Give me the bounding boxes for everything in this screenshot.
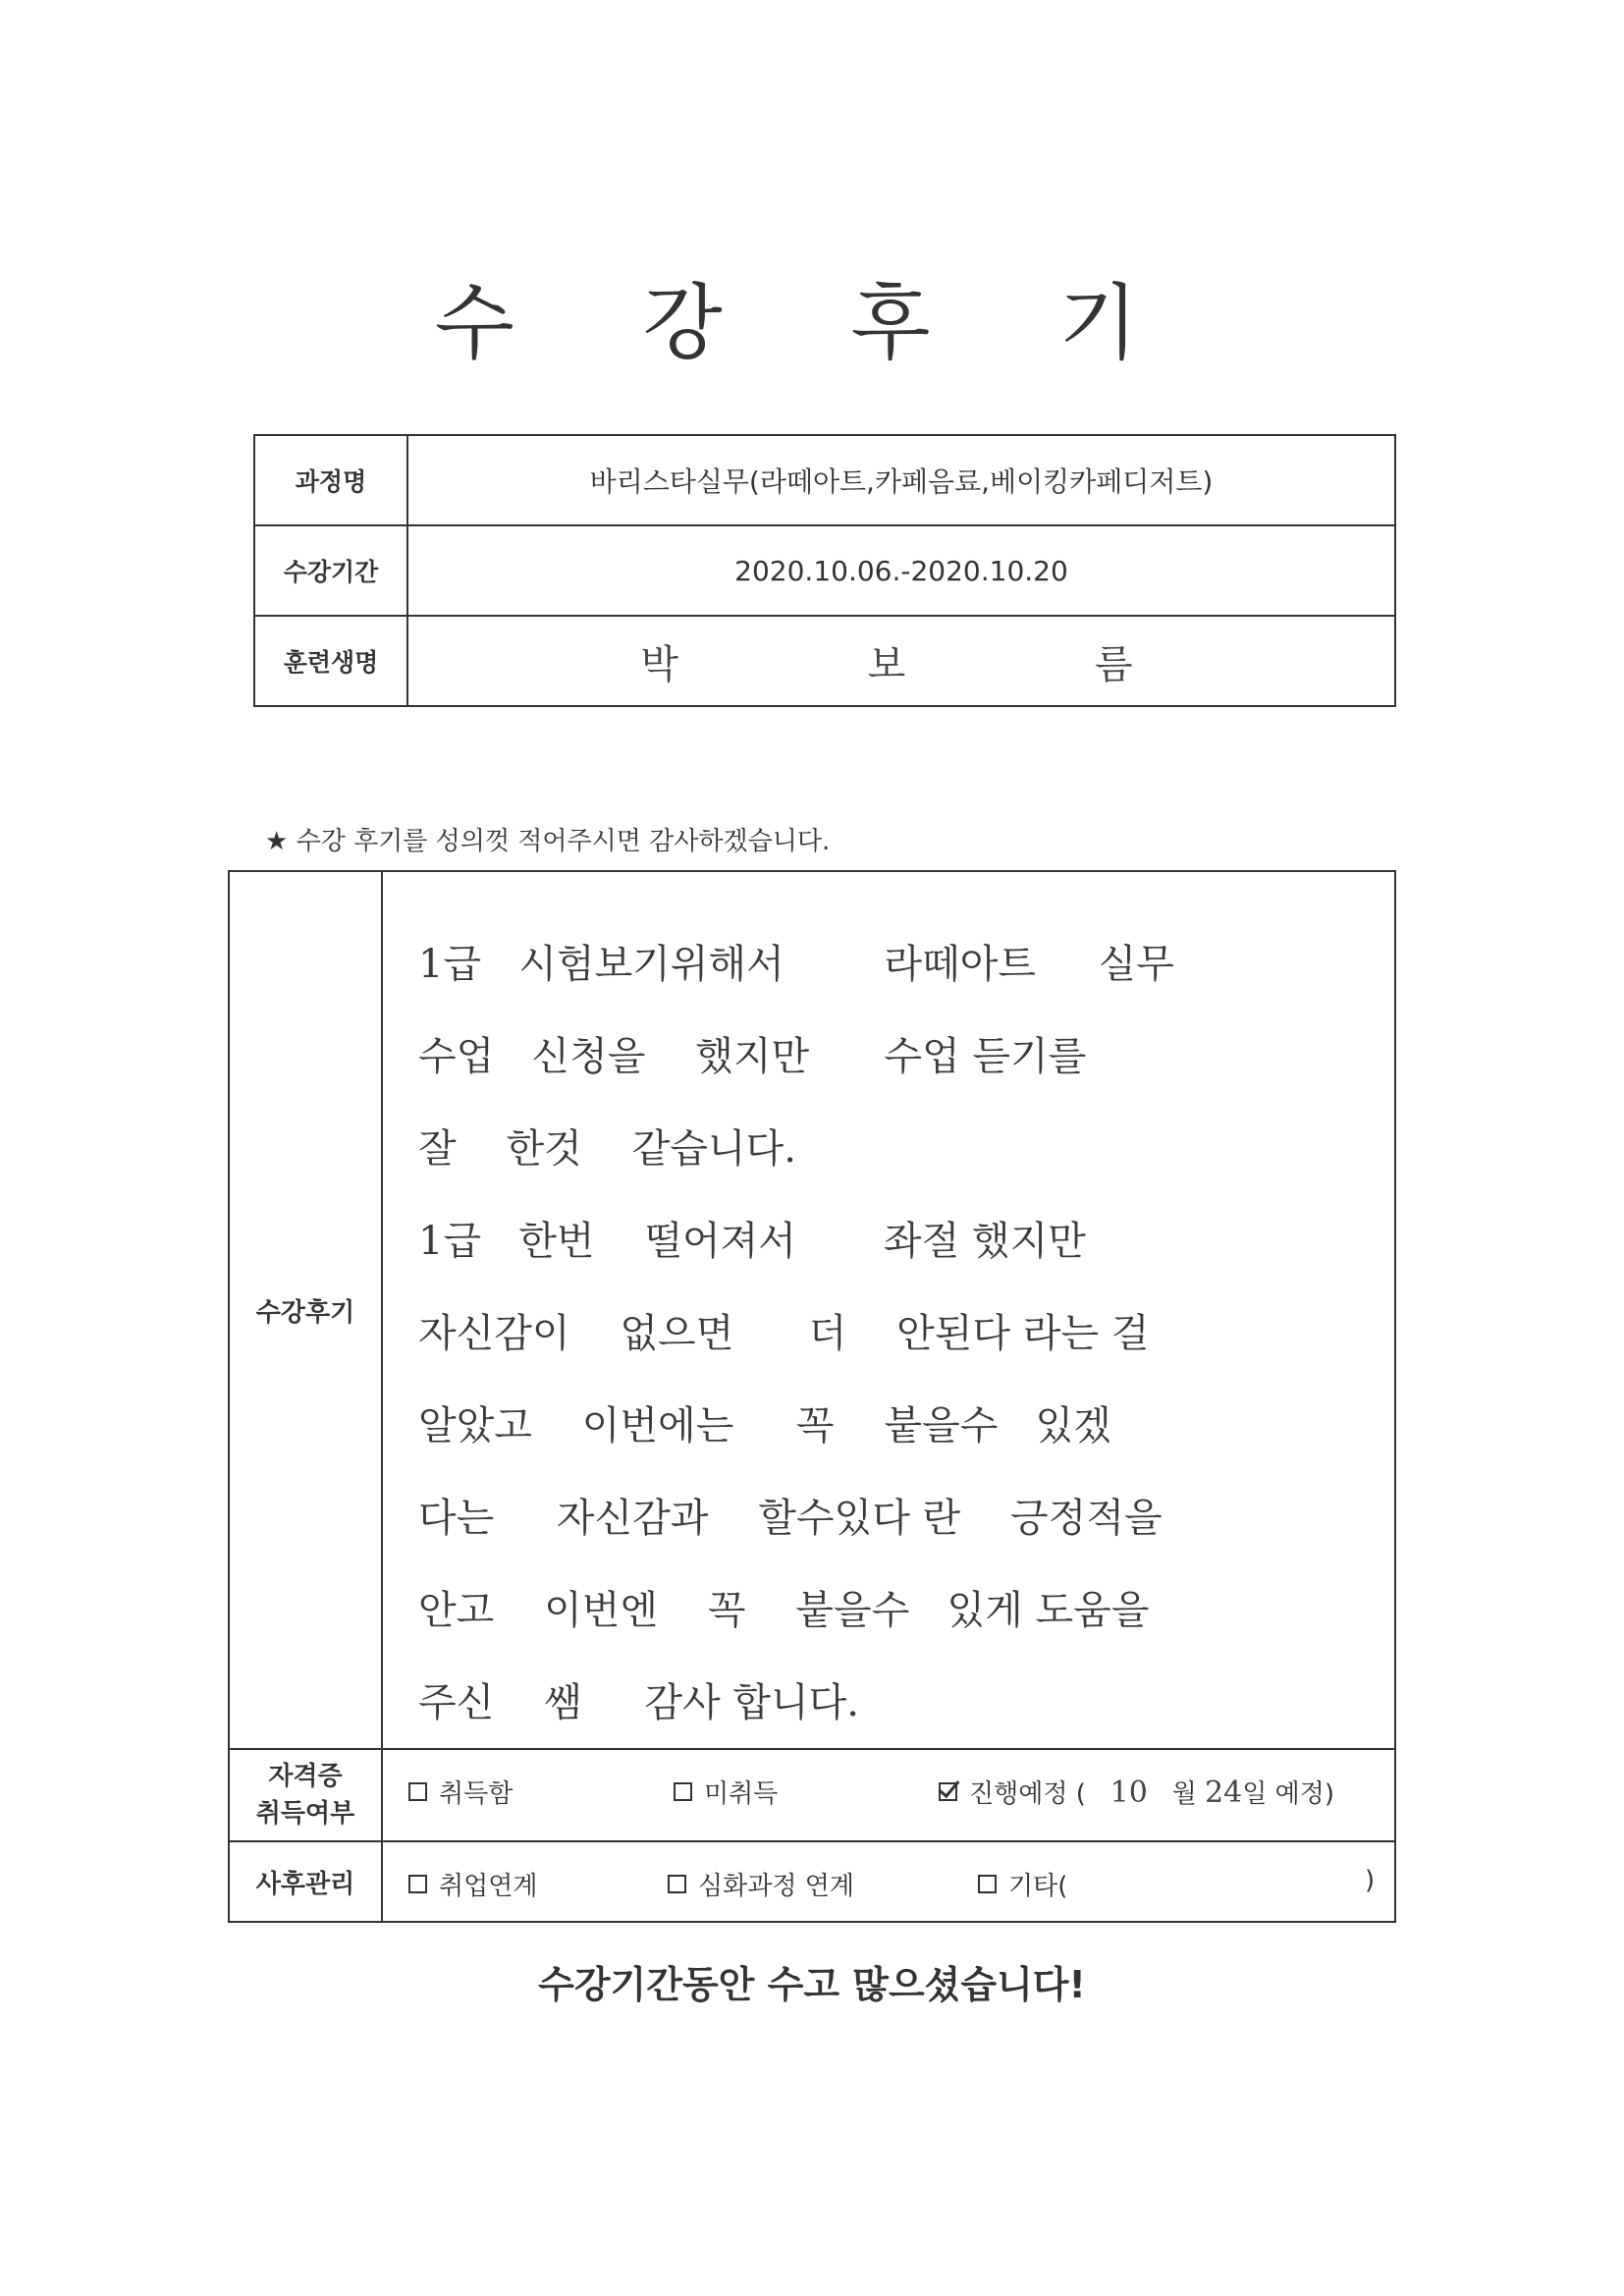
review-line: 수업 신청을 했지만 수업 듣기를	[418, 1034, 1087, 1079]
checkbox-not-acquired[interactable]	[674, 1782, 692, 1801]
review-line: 1급 한번 떨어져서 좌절 했지만	[418, 1219, 1086, 1264]
review-line: 1급 시험보기위해서 라떼아트 실무	[418, 942, 1174, 987]
checkbox-acquired[interactable]	[408, 1782, 427, 1801]
course-value: 바리스타실무(라떼아트,카페음료,베이킹카페디저트)	[407, 435, 1395, 525]
option-other[interactable]	[978, 1866, 1067, 1902]
review-label: 수강후기	[229, 871, 382, 1749]
option-other-label: 기타(	[1008, 1872, 1068, 1901]
review-line: 다는 자신감과 할수있다 란 긍정적을	[418, 1496, 1163, 1541]
certificate-label	[229, 1749, 382, 1841]
checkbox-advanced[interactable]	[668, 1875, 686, 1893]
certificate-options	[382, 1749, 1395, 1841]
trainee-label: 훈련생명	[254, 616, 407, 706]
month-unit: 월	[1171, 1779, 1197, 1809]
review-line: 안고 이번엔 꼭 붙을수 있게 도움을	[418, 1588, 1150, 1633]
trainee-name-handwritten: 박 보 름	[407, 616, 1395, 706]
period-label: 수강기간	[254, 525, 407, 616]
closing-message: 수강기간동안 수고 많으셨습니다!	[538, 1963, 1086, 2006]
course-row	[254, 435, 1395, 525]
scheduled-month-handwritten: 10	[1110, 1776, 1148, 1810]
option-job-label: 취업연계	[439, 1872, 538, 1901]
certificate-label-line2: 취득여부	[255, 1799, 355, 1829]
review-line: 주신 쌤 감사 합니다.	[418, 1680, 859, 1725]
course-info-table	[253, 434, 1396, 707]
checkbox-other[interactable]	[978, 1875, 997, 1893]
option-scheduled[interactable]	[939, 1774, 1334, 1810]
option-acquired[interactable]	[408, 1774, 513, 1810]
option-not-acquired[interactable]	[674, 1774, 778, 1810]
option-job[interactable]	[408, 1866, 537, 1902]
day-unit: 일 예정)	[1242, 1779, 1334, 1809]
option-other-close: )	[1365, 1866, 1376, 1895]
review-body	[382, 871, 1395, 1749]
option-scheduled-label: 진행예정 (	[969, 1779, 1086, 1809]
course-label: 과정명	[254, 435, 407, 525]
period-value: 2020.10.06.-2020.10.20	[407, 525, 1395, 616]
option-not-acquired-label: 미취득	[704, 1779, 779, 1809]
certificate-row	[229, 1749, 1395, 1841]
scheduled-day-handwritten: 24	[1205, 1776, 1243, 1810]
review-row	[229, 871, 1395, 1749]
notice-text: ★ 수강 후기를 성의껏 적어주시면 감사하겠습니다.	[265, 827, 831, 856]
document-title: 수 강 후 기	[434, 275, 1190, 371]
review-line: 잘 한것 같습니다.	[418, 1126, 796, 1172]
period-row	[254, 525, 1395, 616]
aftercare-row	[229, 1841, 1395, 1922]
checkbox-job[interactable]	[408, 1875, 427, 1893]
review-table	[228, 870, 1396, 1923]
option-acquired-label: 취득함	[439, 1779, 514, 1809]
option-advanced-label: 심화과정 연계	[698, 1872, 854, 1901]
checkbox-scheduled-checked[interactable]	[939, 1782, 957, 1801]
option-advanced[interactable]	[668, 1866, 854, 1902]
review-line: 자신감이 없으면 더 안된다 라는 걸	[418, 1311, 1150, 1356]
certificate-label-line1: 자격증	[268, 1762, 343, 1791]
trainee-row	[254, 616, 1395, 706]
aftercare-label: 사후관리	[229, 1841, 382, 1922]
review-line: 알았고 이번에는 꼭 붙을수 있겠	[418, 1403, 1111, 1449]
aftercare-options	[382, 1841, 1395, 1922]
